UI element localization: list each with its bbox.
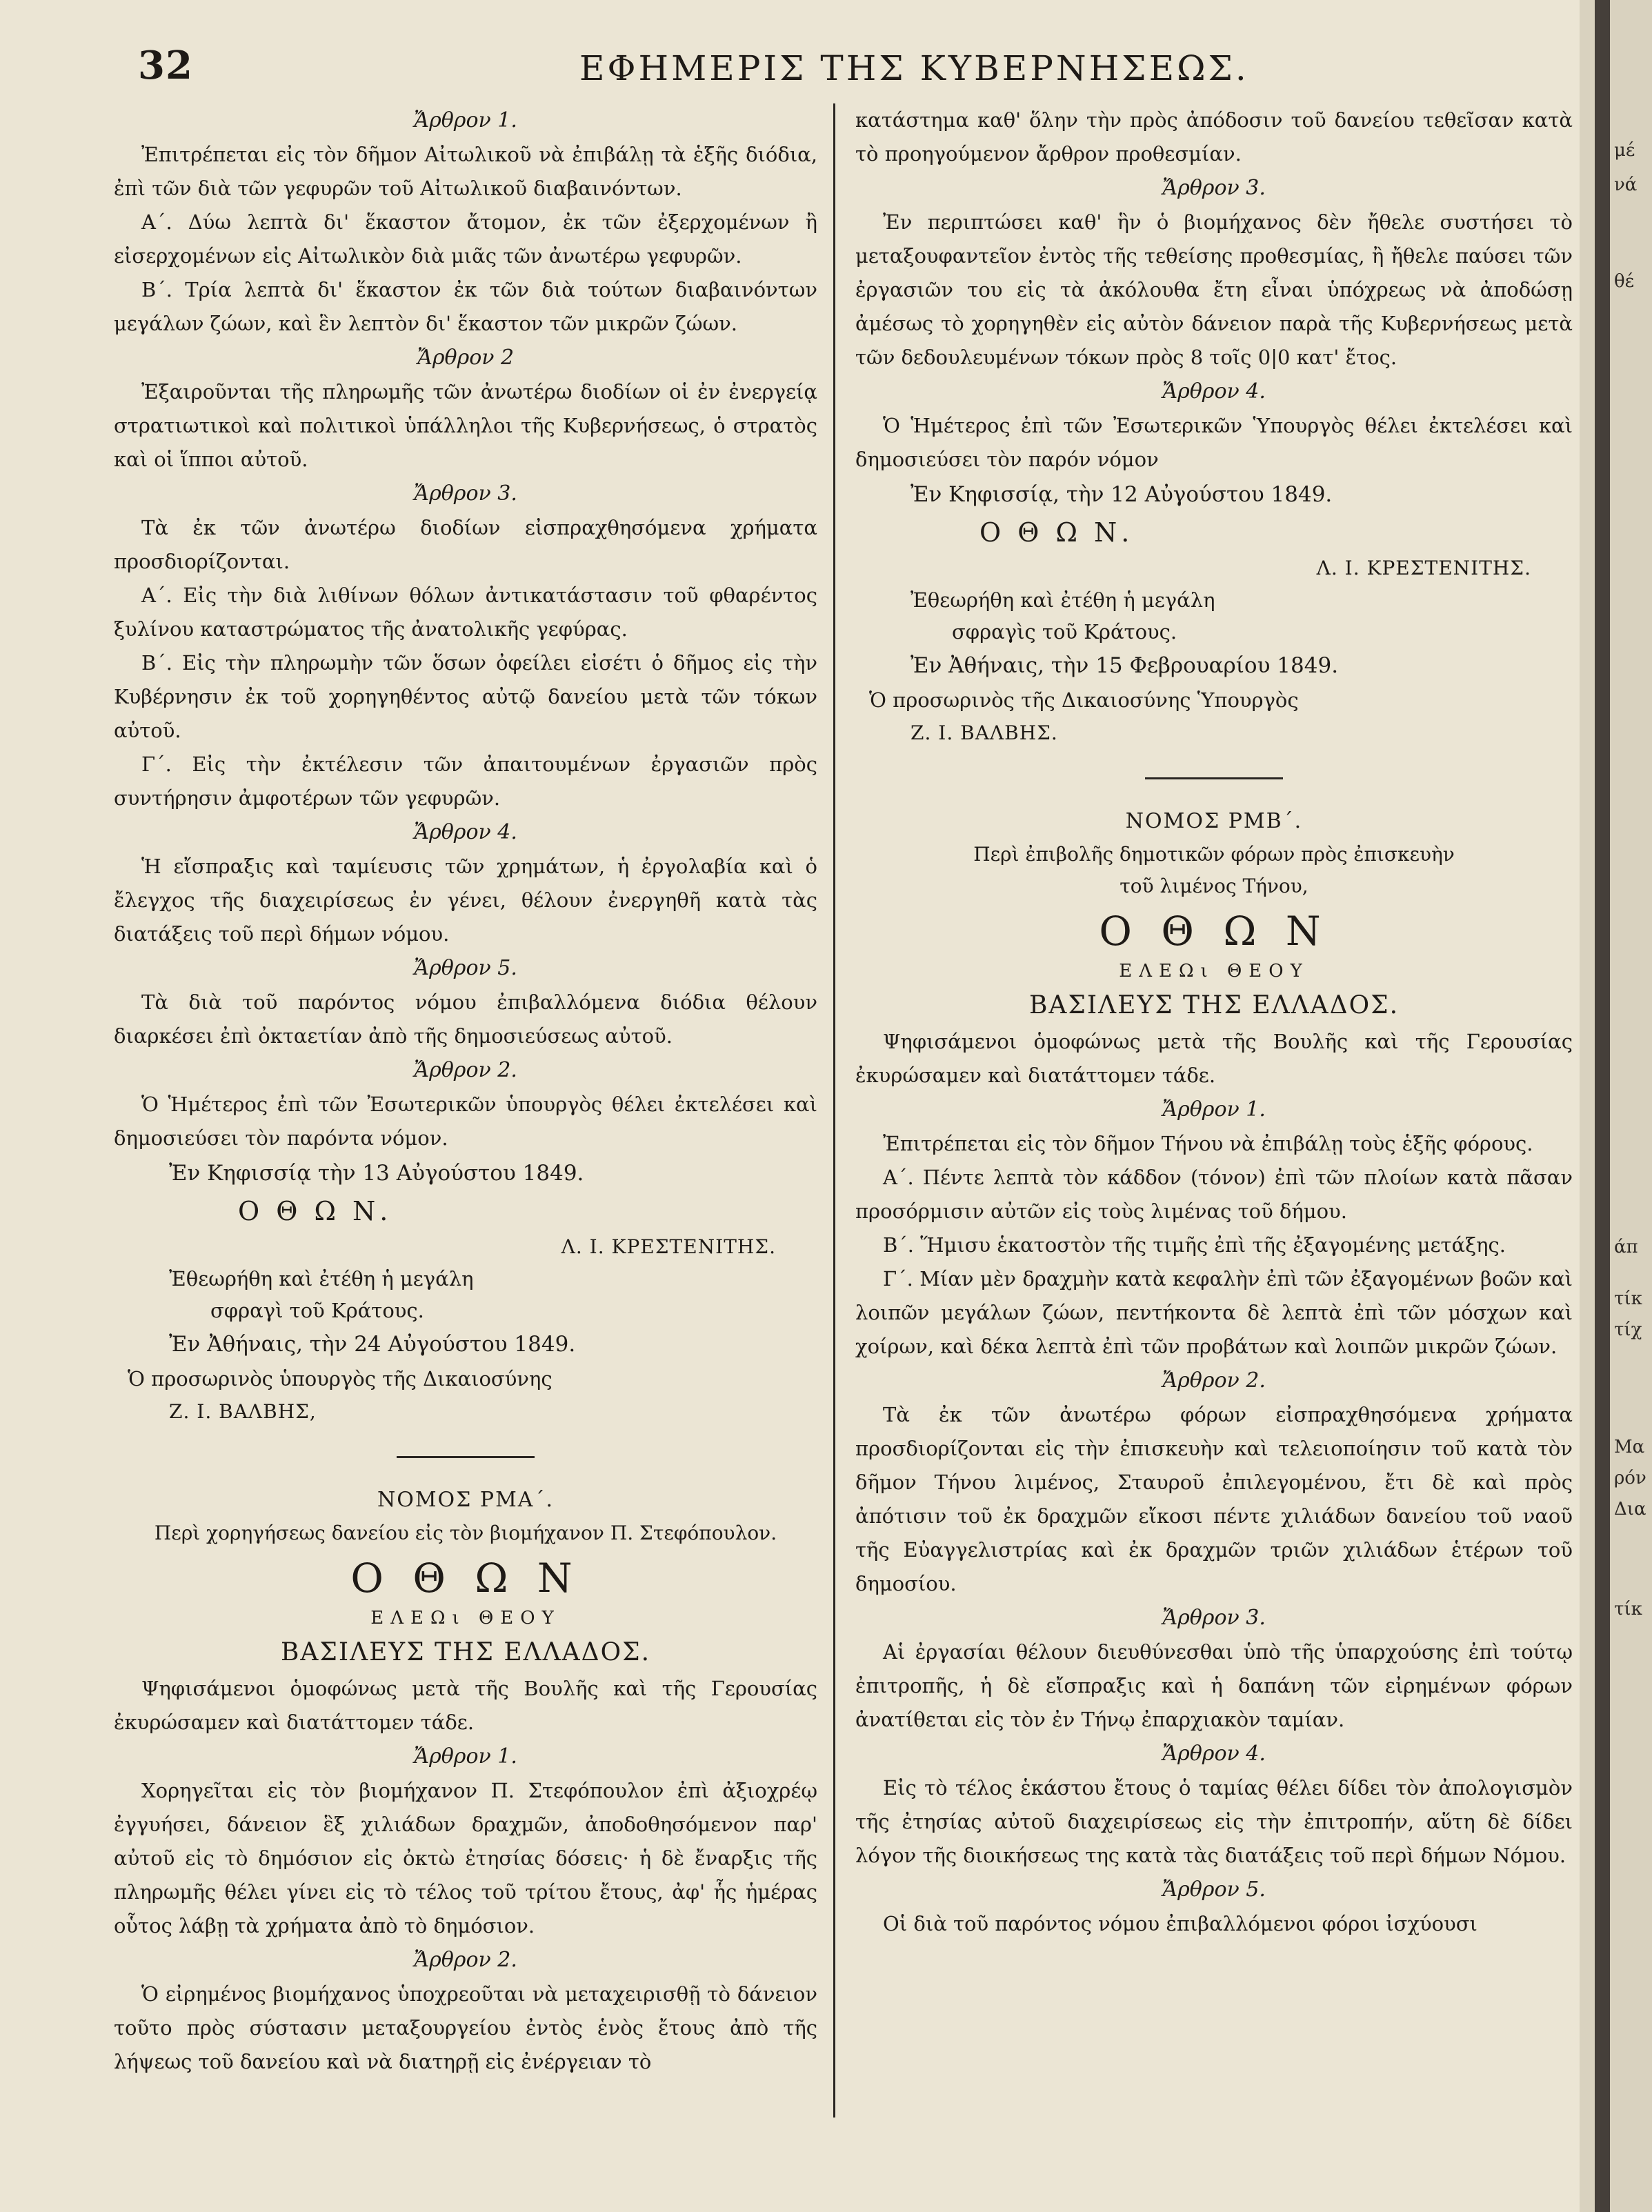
paragraph: Β΄. Τρία λεπτὰ δι' ἕκαστον ἐκ τῶν διὰ τούτων διαβαινόντων μεγάλων ζώων, καὶ ἓν λεπτὸν δι' ἕκαστον τῶν μικρῶν ζώων. [114, 278, 817, 335]
provisional-minister-name: Ζ. Ι. ΒΑΛΒΗΣ, [169, 1400, 317, 1423]
issue-date: Ἐν Κηφισσίᾳ τὴν 13 Αὐγούστου 1849. [169, 1161, 584, 1186]
article-heading: Ἄρθρον 4. [414, 820, 517, 844]
paragraph: Ψηφισάμενοι ὁμοφώνως μετὰ τῆς Βουλῆς καὶ τῆς Γερουσίας ἐκυρώσαμεν καὶ διατάττομεν τάδε. [114, 1677, 817, 1734]
royal-signature: Ο Θ Ω Ν. [979, 517, 1134, 548]
edge-fragment: τίκ [1614, 1288, 1642, 1309]
article-heading: Ἄρθρον 3. [1162, 176, 1266, 200]
by-grace-of-god: ΕΛΕΩι ΘΕΟΥ [370, 1608, 561, 1628]
article-heading: Ἄρθρον 1. [414, 1744, 517, 1768]
law-subtitle: Περὶ ἐπιβολῆς δημοτικῶν φόρων πρὸς ἐπισκευὴν [973, 843, 1455, 866]
royal-signature: Ο Θ Ω Ν. [238, 1196, 392, 1226]
edge-fragment: νά [1614, 175, 1638, 195]
seal-text: Ἐθεωρήθη καὶ ἐτέθη ἡ μεγάλη [910, 588, 1215, 612]
paragraph: Αἱ ἐργασίαι θέλουν διευθύνεσθαι ὑπὸ τῆς ὑπαρχούσης ἐπὶ τούτῳ ἐπιτροπῆς, ἡ δὲ εἴσπραξις καὶ ἡ δαπάνη τῶν εἰρημένων φόρων ἀνατίθεται εἰς τὸν ἐν Τήνῳ ἐπαρχιακὸν ταμίαν. [855, 1640, 1573, 1731]
king-title: ΒΑΣΙΛΕΥΣ ΤΗΣ ΕΛΛΑΔΟΣ. [1028, 991, 1400, 1019]
article-heading: Ἄρθρον 5. [414, 956, 517, 980]
paragraph: Ἐξαιροῦνται τῆς πληρωμῆς τῶν ἀνωτέρω διοδίων οἱ ἐν ἐνεργείᾳ στρατιωτικοὶ καὶ πολιτικοὶ ὑπάλληλοι τῆς Κυβερνήσεως, ὁ στρατὸς καὶ οἱ ἵπποι αὐτοῦ. [114, 380, 817, 471]
paragraph: Οἱ διὰ τοῦ παρόντος νόμου ἐπιβαλλόμενοι φόροι ἰσχύουσι [883, 1912, 1477, 1935]
paragraph: Α΄. Δύω λεπτὰ δι' ἕκαστον ἄτομον, ἐκ τῶν ἐξερχομένων ἢ εἰσερχομένων εἰς Αἰτωλικὸν διὰ μιᾶς τῶν ἀνωτέρω γεφυρῶν. [114, 210, 817, 268]
article-heading: Ἄρθρον 2. [414, 1058, 517, 1082]
seal-date: Ἐν Ἀθήναις, τὴν 15 Φεβρουαρίου 1849. [910, 653, 1339, 678]
paragraph: Ἐπιτρέπεται εἰς τὸν δῆμον Αἰτωλικοῦ νὰ ἐπιβάλῃ τὰ ἑξῆς διόδια, ἐπὶ τῶν διὰ τῶν γεφυρῶν τοῦ Αἰτωλικοῦ διαβαινόντων. [114, 143, 817, 200]
paragraph: Β΄. Εἰς τὴν πληρωμὴν τῶν ὅσων ὀφείλει εἰσέτι ὁ δῆμος εἰς τὴν Κυβέρνησιν ἐκ τοῦ χορηγηθέντος αὐτῷ δανείου μετὰ τῶν τόκων αὐτοῦ. [114, 651, 817, 742]
paragraph: Β΄. Ἥμισυ ἑκατοστὸν τῆς τιμῆς ἐπὶ τῆς ἐξαγομένης μετάξης. [883, 1233, 1506, 1257]
minister-signature: Λ. Ι. ΚΡΕΣΤΕΝΙΤΗΣ. [561, 1235, 776, 1258]
article-heading: Ἄρθρον 4. [1162, 379, 1266, 403]
paragraph: Ἡ εἴσπραξις καὶ ταμίευσις τῶν χρημάτων, ἡ ἐργολαβία καὶ ὁ ἔλεγχος τῆς διαχειρίσεως ἐν γένει, θέλουν ἐνεργηθῆ κατὰ τὰς διατάξεις τοῦ περὶ δήμων νόμου. [114, 855, 817, 946]
edge-fragment: Δια [1614, 1499, 1646, 1519]
edge-fragment: άπ [1614, 1237, 1638, 1257]
page-header [138, 40, 1531, 102]
paragraph: Γ΄. Μίαν μὲν δραχμὴν κατὰ κεφαλὴν ἐπὶ τῶν ἐξαγομένων βοῶν καὶ λοιπῶν μεγάλων ζώων, πεντήκοντα δὲ λεπτὰ ἐπὶ τῶν μόσχων καὶ χοίρων, καὶ δέκα λεπτὰ ἐπὶ τῶν προβάτων καὶ λοιπῶν μικρῶν ζώων. [855, 1267, 1573, 1358]
article-heading: Ἄρθρον 3. [1162, 1606, 1266, 1630]
paragraph: Ὁ Ἡμέτερος ἐπὶ τῶν Ἐσωτερικῶν Ὑπουργὸς θέλει ἐκτελέσει καὶ δημοσιεύσει τὸν παρόν νόμον [855, 414, 1573, 471]
article-heading: Ἄρθρον 4. [1162, 1742, 1266, 1766]
issue-date: Ἐν Κηφισσίᾳ, τὴν 12 Αὐγούστου 1849. [910, 482, 1333, 507]
paragraph: Τὰ ἐκ τῶν ἀνωτέρω διοδίων εἰσπραχθησόμενα χρήματα προσδιορίζονται. [114, 516, 817, 573]
article-heading: Ἄρθρον 2. [1162, 1368, 1266, 1393]
column-rule [833, 103, 835, 2118]
law-title: ΝΟΜΟΣ ΡΜΑ΄. [377, 1488, 554, 1512]
paragraph: Ὁ εἰρημένος βιομήχανος ὑποχρεοῦται νὰ μεταχειρισθῇ τὸ δάνειον τοῦτο πρὸς σύστασιν μεταξουργείου ἐντὸς ἑνὸς ἔτους ἀπὸ τῆς λήψεως τοῦ δανείου καὶ νὰ διατηρῇ εἰς ἐνέργειαν τὸ [114, 1982, 817, 2073]
edge-fragment: θέ [1614, 271, 1635, 292]
paragraph: Χορηγεῖται εἰς τὸν βιομήχανον Π. Στεφόπουλον ἐπὶ ἀξιοχρέῳ ἐγγυήσει, δάνειον ἓξ χιλιάδων δραχμῶν, ἀποδοθησόμενον παρ' αὐτοῦ εἰς τὸ δημόσιον εἰς ὀκτὼ ἐτησίας δόσεις· ἡ δὲ ἔναρξις τῆς πληρωμῆς θέλει γίνει εἰς τὸ τέλος τοῦ τρίτου ἔτους, ἀφ' ἧς ἡμέρας οὗτος λάβῃ τὰ χρήματα ἀπὸ τὸ δημόσιον. [114, 1779, 817, 1937]
paragraph: κατάστημα καθ' ὅλην τὴν πρὸς ἀπόδοσιν τοῦ δανείου τεθεῖσαν κατὰ τὸ προηγούμενον ἄρθρον προθεσμίαν. [855, 108, 1573, 166]
edge-fragment: Μα [1614, 1437, 1645, 1457]
law-subtitle: τοῦ λιμένος Τήνου, [1119, 875, 1308, 897]
paragraph: Γ΄. Εἰς τὴν ἐκτέλεσιν τῶν ἀπαιτουμένων ἐργασιῶν πρὸς συντήρησιν ἀμφοτέρων τῶν γεφυρῶν. [114, 753, 817, 810]
section-rule [1145, 777, 1283, 779]
page-number: 32 [138, 43, 193, 88]
seal-text: σφραγὶ τοῦ Κράτους. [210, 1299, 424, 1322]
article-heading: Ἄρθρον 5. [1162, 1877, 1266, 1902]
left-column [114, 103, 817, 2079]
paragraph: Ἐν περιπτώσει καθ' ἣν ὁ βιομήχανος δὲν ἤθελε συστήσει τὸ μεταξουφαντεῖον ἐντὸς τῆς τεθείσης προθεσμίας, ἢ ἤθελε παύσει τῶν ἐργασιῶν του εἰς τὰ ἀκόλουθα ἔτη εἶναι ὑπόχρεως νὰ ἀποδώσῃ ἀμέσως τὸ χορηγηθὲν εἰς αὐτὸν δάνειον παρὰ τῆς Κυβερνήσεως μετὰ τῶν δεδουλευμένων τόκων πρὸς 8 τοῖς 0|0 κατ' ἔτος. [855, 210, 1573, 369]
article-heading: Ἄρθρον 1. [1162, 1097, 1266, 1122]
binding-shadow [1595, 0, 1610, 2212]
provisional-minister-name: Ζ. Ι. ΒΑΛΒΗΣ. [910, 721, 1058, 744]
law-title: ΝΟΜΟΣ ΡΜΒ΄. [1125, 809, 1303, 833]
binding-gutter [1580, 0, 1652, 2212]
law-subtitle: Περὶ χορηγήσεως δανείου εἰς τὸν βιομήχανον Π. Στεφόπουλον. [154, 1522, 777, 1544]
edge-fragment: τίκ [1614, 1599, 1642, 1620]
provisional-minister-title: Ὁ προσωρινὸς τῆς Δικαιοσύνης Ὑπουργὸς [869, 688, 1299, 712]
minister-signature: Λ. Ι. ΚΡΕΣΤΕΝΙΤΗΣ. [1316, 557, 1531, 579]
paragraph: Ἐπιτρέπεται εἰς τὸν δῆμον Τήνου νὰ ἐπιβάλῃ τοὺς ἑξῆς φόρους. [883, 1132, 1533, 1155]
seal-text: σφραγὶς τοῦ Κράτους. [952, 620, 1177, 644]
provisional-minister-title: Ὁ προσωρινὸς ὑπουργὸς τῆς Δικαιοσύνης [128, 1367, 553, 1391]
paragraph: Ὁ Ἡμέτερος ἐπὶ τῶν Ἐσωτερικῶν ὑπουργὸς θέλει ἐκτελέσει καὶ δημοσιεύσει τὸν παρόντα νόμον. [114, 1093, 817, 1150]
article-heading: Ἄρθρον 2 [417, 346, 515, 370]
edge-fragment: ρόν [1614, 1468, 1646, 1488]
right-column [855, 103, 1573, 1941]
paragraph: Τὰ ἐκ τῶν ἀνωτέρω φόρων εἰσπραχθησόμενα χρήματα προσδιορίζονται εἰς τὴν ἐπισκευὴν καὶ τελειοποίησιν τοῦ κατὰ τὸν δῆμον Τήνου λιμένος, Σταυροῦ ἐπιλεγομένου, ἔτι δὲ καὶ πρὸς ἀπότισιν τοῦ ἐκ δραχμῶν εἴκοσι πέντε χιλιάδων δανείου τοῦ ναοῦ τῆς Εὐαγγελιστρίας καὶ ἐκ δραχμῶν τριῶν χιλιάδων ἑτέρων τοῦ δημοσίου. [855, 1403, 1573, 1595]
seal-date: Ἐν Ἀθήναις, τὴν 24 Αὐγούστου 1849. [169, 1332, 576, 1357]
article-heading: Ἄρθρον 3. [414, 481, 517, 506]
by-grace-of-god: ΕΛΕΩι ΘΕΟΥ [1119, 961, 1309, 982]
paragraph: Α΄. Εἰς τὴν διὰ λιθίνων θόλων ἀντικατάστασιν τοῦ φθαρέντος ξυλίνου καταστρώματος τῆς ἀνατολικῆς γεφύρας. [114, 584, 817, 641]
article-heading: Ἄρθρον 2. [414, 1948, 517, 1972]
paragraph: Εἰς τὸ τέλος ἑκάστου ἔτους ὁ ταμίας θέλει δίδει τὸν ἀπολογισμὸν τῆς ἐτησίας αὐτοῦ διαχειρίσεως εἰς τὴν ἐπιτροπήν, αὕτη δὲ δίδει λόγον τῆς διοικήσεως της κατὰ τὰς διατάξεις τοῦ περὶ δήμων Νόμου. [855, 1776, 1573, 1867]
paragraph: Α΄. Πέντε λεπτὰ τὸν κάδδον (τόνον) ἐπὶ τῶν πλοίων κατὰ πᾶσαν προσόρμισιν αὐτῶν εἰς τοὺς λιμένας τοῦ δήμου. [855, 1166, 1573, 1223]
article-heading: Ἄρθρον 1. [414, 108, 517, 132]
king-title: ΒΑΣΙΛΕΥΣ ΤΗΣ ΕΛΛΑΔΟΣ. [280, 1638, 651, 1666]
edge-fragment: μέ [1614, 140, 1635, 161]
edge-fragment: τίχ [1614, 1319, 1642, 1340]
seal-text: Ἐθεωρήθη καὶ ἐτέθη ἡ μεγάλη [169, 1267, 474, 1291]
gazette-title: ΕΦΗΜΕΡΙΣ ΤΗΣ ΚΥΒΕΡΝΗΣΕΩΣ. [579, 48, 1249, 88]
section-rule [397, 1456, 535, 1458]
paragraph: Τὰ διὰ τοῦ παρόντος νόμου ἐπιβαλλόμενα διόδια θέλουν διαρκέσει ἐπὶ ὀκταετίαν ἀπὸ τῆς δημοσιεύσεως αὐτοῦ. [114, 990, 817, 1048]
king-name: Ο Θ Ω Ν [1099, 908, 1329, 955]
king-name: Ο Θ Ω Ν [350, 1555, 581, 1602]
paragraph: Ψηφισάμενοι ὁμοφώνως μετὰ τῆς Βουλῆς καὶ τῆς Γερουσίας ἐκυρώσαμεν καὶ διατάττομεν τάδε. [855, 1030, 1573, 1087]
